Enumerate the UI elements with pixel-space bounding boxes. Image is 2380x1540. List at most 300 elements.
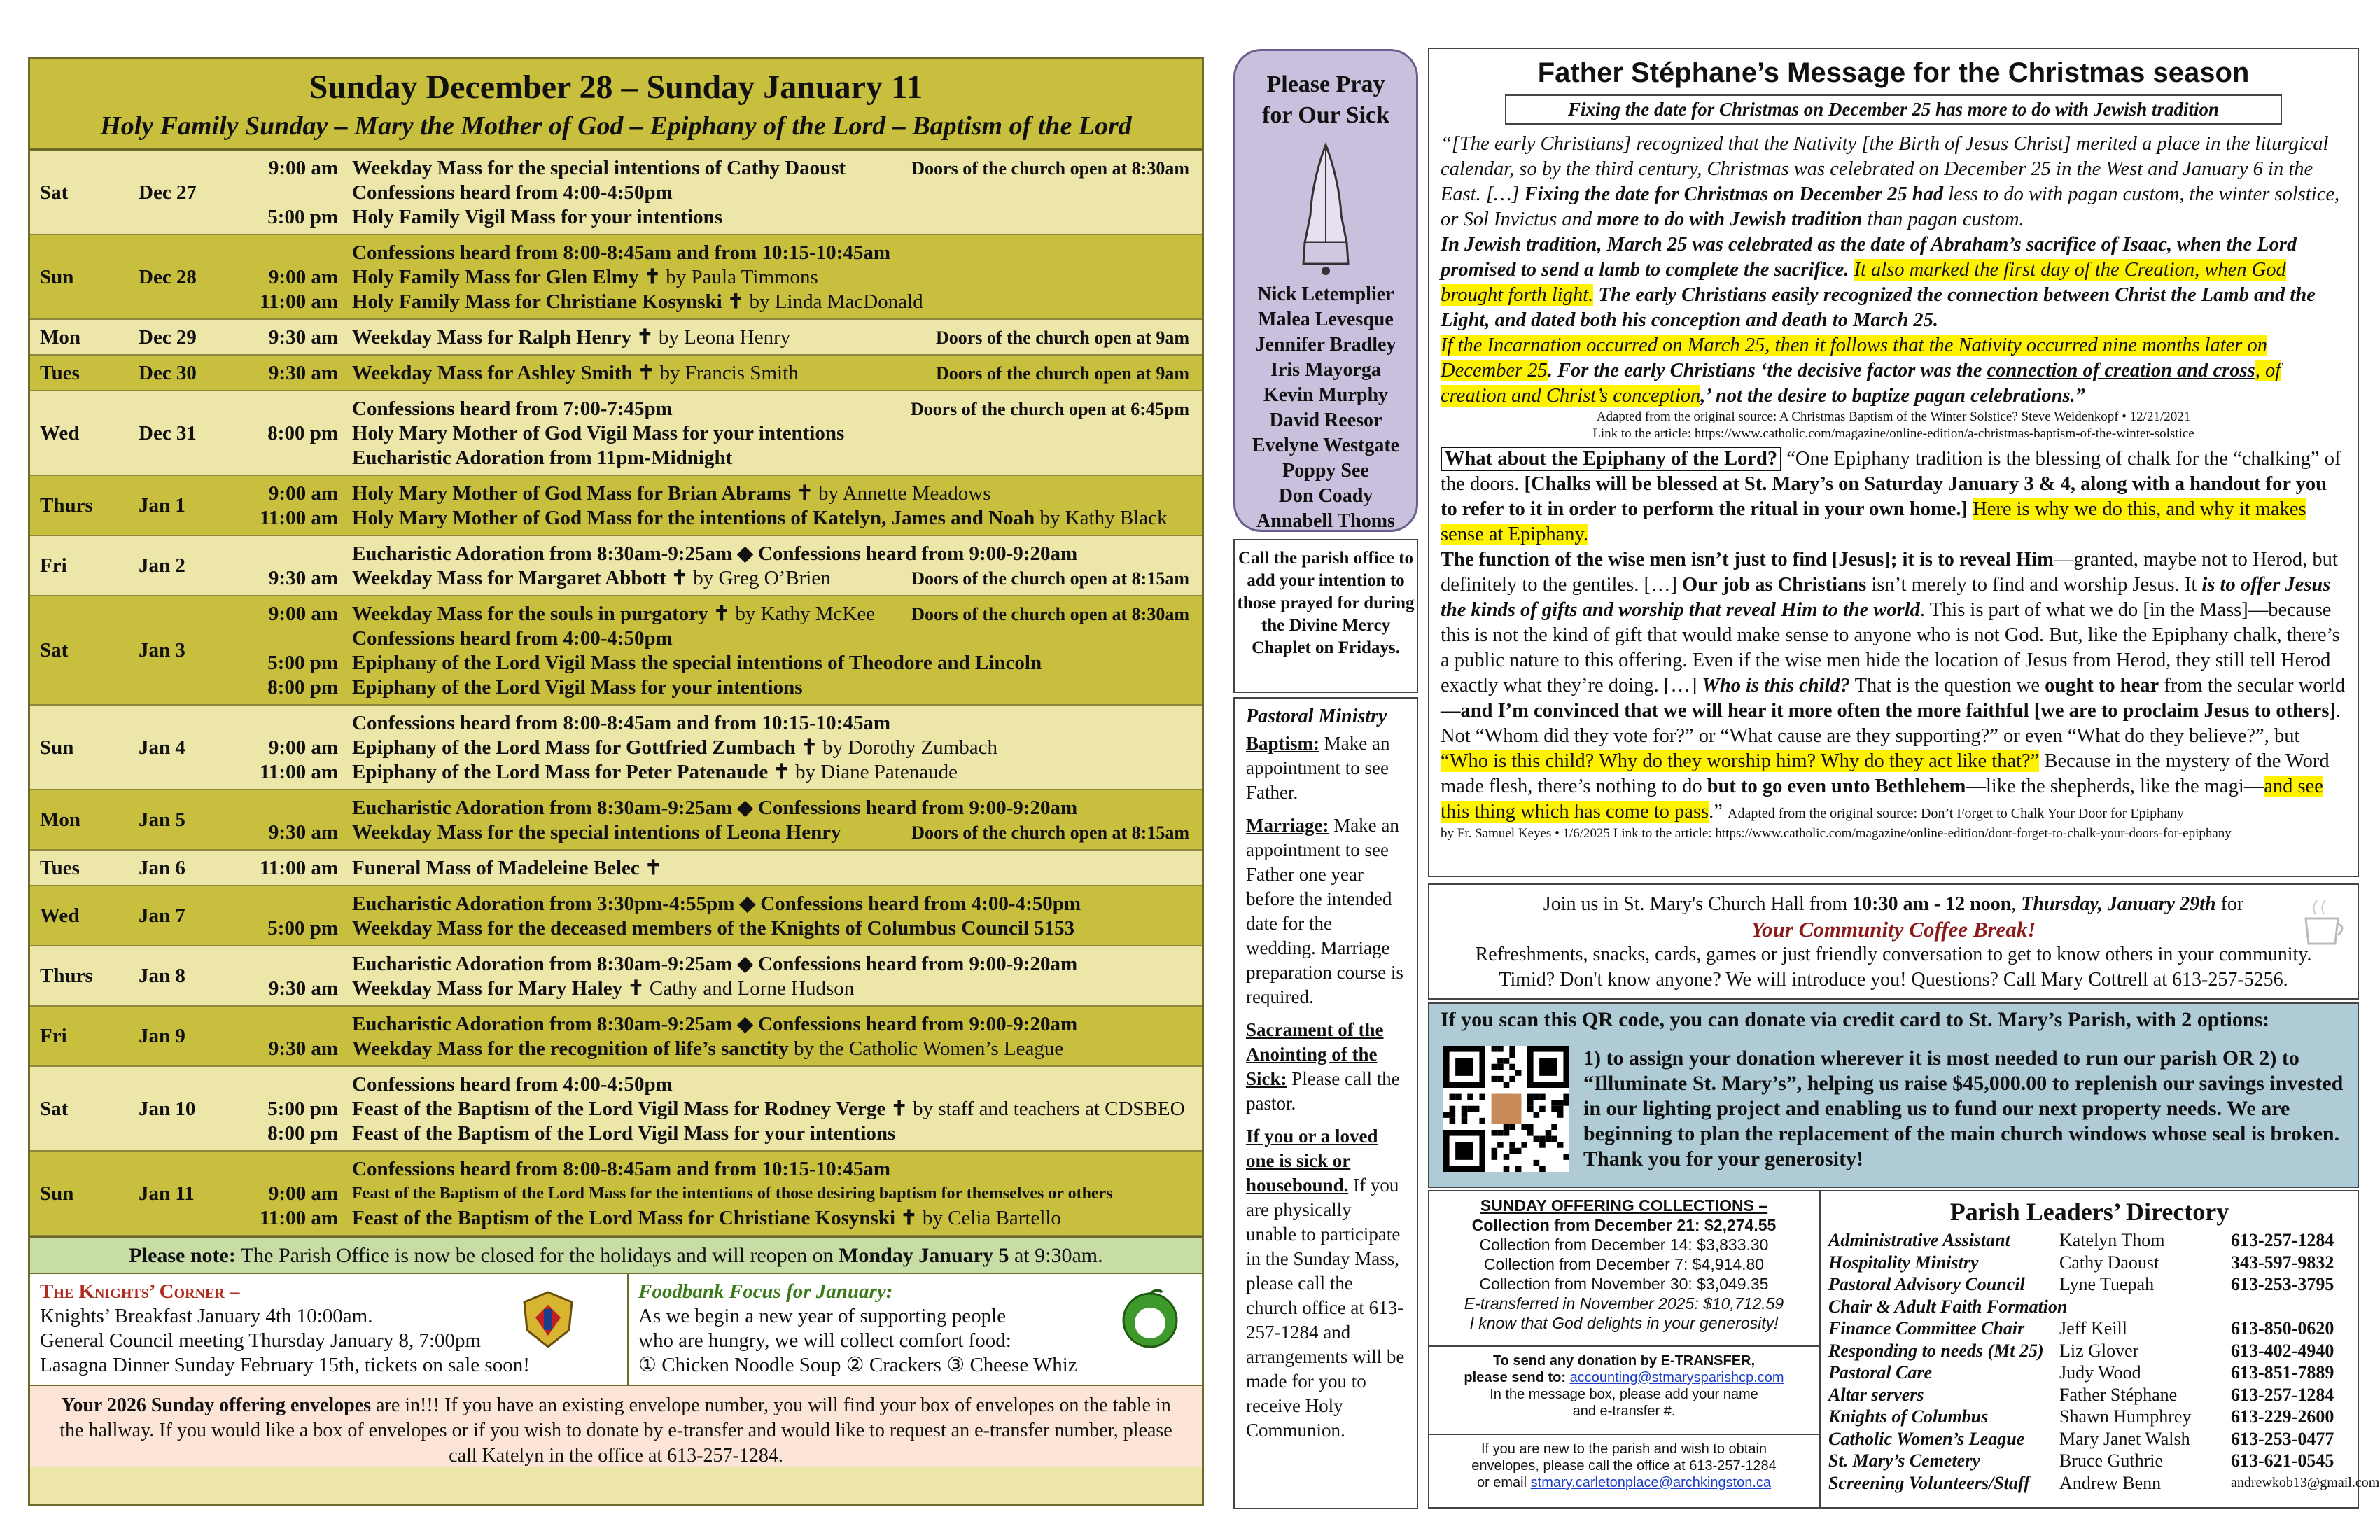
directory-phone: 613-257-1284 [2231, 1230, 2334, 1250]
mass-description [352, 1206, 1061, 1231]
schedule-line [30, 676, 1202, 700]
mass-intention: Weekday Mass for Mary Haley ✝ [352, 977, 645, 1000]
fathers-message [1428, 48, 2359, 877]
schedule-line [30, 820, 1202, 845]
directory-phone: 613-257-1284 [2231, 1384, 2334, 1405]
apple-icon [1119, 1287, 1182, 1350]
sick-name: Poppy See [1282, 460, 1369, 482]
directory-role: St. Mary’s Cemetery [1828, 1450, 1980, 1471]
doors-open-note: Doors of the church open at 9am [935, 328, 1189, 348]
schedule-row [30, 946, 1202, 1007]
mass-requester: by the Catholic Women’s League [793, 1037, 1064, 1060]
message-subtitle: Fixing the date for Christmas on December 25 has more to do with Jewish tradition [1505, 94, 2282, 125]
schedule-line [30, 241, 1202, 265]
mass-description [352, 626, 673, 651]
coffee-cup-icon [2299, 895, 2348, 951]
schedule-line [30, 156, 1202, 181]
mass-description [352, 796, 1077, 820]
schedule-line [30, 760, 1202, 785]
row-day: Tues [40, 361, 80, 384]
directory-row [1828, 1273, 2351, 1296]
knights-title: The Knights’ Corner – [40, 1280, 240, 1303]
coffee-line: Refreshments, snacks, cards, games or just friendly conversation to get to know others in your community. [1475, 944, 2312, 965]
mass-description [352, 856, 662, 881]
parish-email-link[interactable]: stmary.carletonplace@archkingston.ca [1530, 1475, 1772, 1490]
divine-mercy-note: Call the parish office to add your intention to those prayed for during the Divine Mercy Chaplet on Fridays. [1233, 539, 1418, 693]
row-day: Thurs [40, 965, 93, 987]
pray-for-sick [1233, 49, 1418, 532]
row-day: Mon [40, 808, 80, 831]
directory-title: Parish Leaders’ Directory [1949, 1198, 2230, 1226]
directory-phone: 613-850-0620 [2231, 1318, 2334, 1338]
mass-intention: Weekday Mass for the special intentions of Leona Henry [352, 821, 841, 844]
directory-role: Screening Volunteers/Staff [1828, 1472, 2030, 1493]
directory-row [1828, 1317, 2351, 1340]
row-day: Wed [40, 904, 80, 927]
row-date: Dec 27 [139, 181, 197, 204]
mass-intention: Epiphany of the Lord Vigil Mass for your intentions [352, 676, 803, 699]
mass-time: 11:00 am [260, 761, 338, 783]
mass-description [352, 892, 1081, 916]
directory-phone: andrewkob13@gmail.com [2231, 1474, 2380, 1490]
mass-time: 9:30 am [268, 977, 338, 1000]
mass-description [352, 916, 1074, 941]
envelopes-notice [30, 1385, 1202, 1467]
row-date: Dec 30 [139, 361, 197, 384]
mass-time: 9:00 am [268, 736, 338, 759]
directory-phone: 613-621-0545 [2231, 1450, 2334, 1471]
row-date: Dec 31 [139, 421, 197, 444]
collection-line: Collection from December 21: $2,274.55 [1471, 1216, 1777, 1234]
mass-time: 9:30 am [268, 821, 338, 844]
envelopes-text: are in!!! If you have an existing envelope number, you will find your box of envelopes on the table in the hallway. If you would like a box of envelopes or if you wish to donate by e-transfer and would like to request an e-transfer number, please call Katelyn in the office at 613-257-1284. [59, 1394, 1172, 1466]
mass-description [352, 361, 799, 386]
qr-body: 1) to assign your donation wherever it is most needed to run our parish OR 2) to “Illuminate St. Mary’s”, helping us raise $45,000.00 to replenish our savings invested in our lighting project and enabling us to fund our next property needs. We are beginning to plan the replacement of the main church windows whose seal is broken. Thank you for your generosity! [1583, 1046, 2344, 1170]
schedule-rows [30, 150, 1202, 1236]
mass-intention: Feast of the Baptism of the Lord Vigil Mass for Rodney Verge ✝ [352, 1098, 908, 1120]
collection-line: E-transferred in November 2025: $10,712.59 [1464, 1294, 1784, 1312]
directory-row [1828, 1406, 2351, 1428]
sick-name: Don Coady [1278, 485, 1373, 507]
mass-intention: Funeral Mass of Madeleine Belec ✝ [352, 857, 662, 879]
mass-intention: Confessions heard from 7:00-7:45pm [352, 398, 673, 420]
row-date: Dec 29 [139, 326, 197, 349]
mass-intention: Confessions heard from 4:00-4:50pm [352, 181, 673, 204]
pastoral-ministry [1233, 697, 1418, 1509]
mass-description [352, 446, 732, 470]
mass-requester: Cathy and Lorne Hudson [649, 977, 855, 1000]
mass-intention: Eucharistic Adoration from 8:30am-9:25am ◆ Confessions heard from 9:00-9:20am [352, 542, 1078, 565]
row-date: Jan 5 [139, 808, 186, 831]
directory-row [1828, 1450, 2351, 1472]
schedule-row [30, 596, 1202, 706]
knights-foodbank-row [30, 1273, 1202, 1385]
row-day: Sun [40, 265, 74, 288]
schedule-line [30, 1182, 1202, 1206]
coffee-title: Your Community Coffee Break! [1751, 917, 2036, 941]
mass-requester: by Annette Meadows [818, 482, 991, 505]
schedule-line [30, 1097, 1202, 1121]
mass-intention: Epiphany of the Lord Vigil Mass the special intentions of Theodore and Lincoln [352, 652, 1042, 674]
schedule-line [30, 181, 1202, 205]
directory-phone: 613-402-4940 [2231, 1340, 2334, 1361]
mass-intention: Holy Family Mass for Christiane Kosynski ✝ [352, 290, 745, 313]
mass-description [352, 290, 923, 314]
mass-description [352, 506, 1168, 531]
mass-time: 5:00 pm [267, 1098, 338, 1120]
directory-person: Andrew Benn [2059, 1472, 2162, 1493]
message-paragraph: In Jewish tradition, March 25 was celebrated as the date of Abraham’s sacrifice of Isaac, when the Lord promised to send a lamb to complete the sacrifice. It also marked the first day of the Creation, when God brought forth light. The early Christians easily recognized the connection between Christ the Lamb and the Light, and dated both his conception and death to March 25. [1441, 234, 2316, 331]
mass-intention: Weekday Mass for Margaret Abbott ✝ [352, 567, 688, 589]
doors-open-note: Doors of the church open at 8:30am [911, 604, 1189, 624]
mass-intention: Epiphany of the Lord Mass for Gottfried Zumbach ✝ [352, 736, 818, 759]
schedule-line [30, 326, 1202, 350]
row-date: Jan 11 [139, 1182, 195, 1205]
row-day: Thurs [40, 494, 93, 517]
schedule-row [30, 1007, 1202, 1067]
foodbank-line: As we begin a new year of supporting people [638, 1305, 1007, 1327]
mass-time: 9:30 am [268, 567, 338, 589]
row-day: Fri [40, 554, 67, 577]
mass-description [352, 156, 846, 181]
mass-intention: Weekday Mass for the souls in purgatory ✝ [352, 603, 731, 625]
directory-person: Lyne Tuepah [2059, 1274, 2155, 1294]
directory-person: Katelyn Thom [2059, 1230, 2165, 1250]
sick-name: Evelyne Westgate [1252, 435, 1400, 456]
schedule-row [30, 356, 1202, 391]
sick-name: Malea Levesque [1258, 309, 1394, 330]
directory-role: Administrative Assistant [1828, 1230, 2010, 1250]
directory-row [1828, 1340, 2351, 1362]
message-paragraph: What about the Epiphany of the Lord? “One Epiphany tradition is the blessing of chalk for the “chalking” of the doors. [Chalks will be blessed at St. Mary’s on Saturday January 3 & 4, along with a handout for you to refer to it in order to perform the ritual in your own home.] Here is why we do this, and why it makes sense at Epiphany. [1441, 448, 2342, 545]
mass-description [352, 1012, 1077, 1037]
mass-description [352, 542, 1077, 566]
mass-requester: by Celia Bartello [922, 1207, 1061, 1229]
directory-person: Mary Janet Walsh [2059, 1428, 2190, 1449]
schedule-line [30, 566, 1202, 591]
mass-description [352, 651, 1042, 676]
mass-intention: Epiphany of the Lord Mass for Peter Patenaude ✝ [352, 761, 790, 783]
mass-description [352, 711, 890, 736]
schedule-line [30, 916, 1202, 941]
generosity-line: I know that God delights in your generosity! [1469, 1314, 1779, 1332]
mass-intention: Holy Family Mass for Glen Elmy ✝ [352, 266, 662, 288]
row-day: Sun [40, 736, 74, 759]
schedule-subtitle: Holy Family Sunday – Mary the Mother of God – Epiphany of the Lord – Baptism of the Lord [100, 111, 1132, 141]
mass-requester: by Leona Henry [658, 326, 791, 349]
mass-requester: by Paula Timmons [666, 266, 818, 288]
mass-intention: Feast of the Baptism of the Lord Mass for Christiane Kosynski ✝ [352, 1207, 918, 1229]
mass-intention: Confessions heard from 8:00-8:45am and from 10:15-10:45am [352, 1158, 890, 1180]
etransfer-info: To send any donation by E-TRANSFER, please send to: accounting@stmarysparishcp.com In the message box, please add your name and e-transfer #. [1429, 1347, 1819, 1435]
row-day: Tues [40, 856, 80, 879]
row-date: Jan 1 [139, 494, 186, 517]
message-paragraph: The function of the wise men isn’t just to find [Jesus]; it is to reveal Him—granted, maybe not to Herod, but definitely to the gentiles. […] Our job as Christians isn’t merely to find and worship Jesus. It is to offer Jesus the kinds of gifts and worship that reveal Him to the world. This is part of what we do [in the Mass]—because this is not the kind of gift that would make sense to anyone who is not God. But, like the Epiphany chalk, there’s a public nature to this offering. Even if the wise men hide the location of Jesus from Herod, they still tell Herod exactly what they’re doing. […] Who is this child? That is the question we ought to hear from the secular world —and I’m convinced that we will hear it more often the more faithful [we are to proclaim Jesus to others]. Not “Whom did they vote for?” or “What cause are they supporting?” or even “What do they believe?”, but “Who is this child? Why do they worship him? Why do they act like that?” Because in the mystery of the Word made flesh, there’s nothing to do but to go even unto Bethlehem—like the shepherds, like the magi—and see this thing which has come to pass.” Adapted from the original source: Don’t Forget to Chalk Your Door for Epiphany [1441, 549, 2346, 822]
sick-list [1236, 282, 1416, 534]
note-end: at 9:30am. [1014, 1244, 1103, 1267]
mass-time: 9:30 am [268, 362, 338, 384]
schedule-line [30, 736, 1202, 760]
mass-intention: Weekday Mass for the deceased members of the Knights of Columbus Council 5153 [352, 917, 1075, 939]
schedule-line [30, 892, 1202, 916]
row-date: Jan 3 [139, 639, 186, 662]
mass-description [352, 820, 841, 845]
directory-person: Father Stéphane [2059, 1384, 2178, 1405]
sick-title: Please Pray [1266, 71, 1385, 97]
mass-requester: by Greg O’Brien [693, 567, 831, 589]
row-date: Dec 28 [139, 265, 197, 288]
sick-name: Annabell Thoms [1256, 510, 1395, 532]
directory-rows [1828, 1229, 2380, 1494]
directory-person: Liz Glover [2059, 1340, 2139, 1361]
offering-totals [1429, 1191, 1819, 1347]
schedule-line [30, 1012, 1202, 1037]
schedule-line [30, 397, 1202, 421]
row-date: Jan 10 [139, 1097, 196, 1120]
mass-requester: by Francis Smith [659, 362, 799, 384]
schedule-row [30, 150, 1202, 235]
anointing-text: Please call the pastor. [1246, 1068, 1400, 1114]
mass-description [352, 482, 990, 506]
qr-donation [1428, 1002, 2359, 1188]
row-day: Fri [40, 1025, 67, 1047]
directory-row [1828, 1384, 2351, 1406]
new-line: If you are new to the parish and wish to obtain [1480, 1441, 1768, 1457]
doors-open-note: Doors of the church open at 8:15am [911, 568, 1189, 589]
mass-description [352, 976, 854, 1001]
mass-description [352, 602, 875, 626]
schedule-title: Sunday December 28 – Sunday January 11 [309, 69, 923, 106]
loved-one-heading: If you or a loved one is sick or housebound. [1246, 1126, 1378, 1196]
schedule-line [30, 542, 1202, 566]
schedule-line [30, 976, 1202, 1001]
sick-name: David Reesor [1269, 410, 1382, 431]
schedule-line [30, 952, 1202, 976]
schedule-line [30, 796, 1202, 820]
mass-time: 9:30 am [268, 1037, 338, 1060]
office-note [30, 1236, 1202, 1273]
directory-role: Pastoral Advisory Council [1828, 1274, 2025, 1294]
mass-description [352, 421, 844, 446]
foodbank-line: ① Chicken Noodle Soup ② Crackers ③ Cheese Whiz [638, 1354, 1077, 1376]
mass-requester: by Diane Patenaude [795, 761, 958, 783]
mass-intention: Feast of the Baptism of the Lord Mass for the intentions of those desiring baptism for themselves or others [352, 1184, 1113, 1203]
foodbank-focus [629, 1274, 1202, 1385]
directory-role: Hospitality Ministry [1828, 1252, 1979, 1273]
mass-time: 9:30 am [268, 326, 338, 349]
mass-time: 9:00 am [268, 1182, 338, 1205]
mass-intention: Weekday Mass for the recognition of life’s sanctity [352, 1037, 789, 1060]
row-day: Wed [40, 421, 80, 444]
schedule-line [30, 421, 1202, 446]
sick-name: Kevin Murphy [1263, 384, 1389, 406]
knights-emblem-icon [520, 1289, 576, 1350]
mass-description [352, 205, 722, 230]
row-date: Jan 4 [139, 736, 186, 759]
mass-intention: Eucharistic Adoration from 11pm-Midnight [352, 447, 733, 469]
praying-hands-icon [1284, 138, 1368, 278]
loved-one-text: If you are physically unable to participate in the Sunday Mass, please call the church office at 613-257-1284 and arrangements will be made for you to receive Holy Communion. [1246, 1175, 1405, 1441]
mass-intention: Confessions heard from 8:00-8:45am and from 10:15-10:45am [352, 712, 890, 734]
knights-line: General Council meeting Thursday January 8, 7:00pm [40, 1329, 482, 1352]
note-label: Please note: [129, 1244, 236, 1267]
schedule-row [30, 320, 1202, 356]
message-title: Father Stéphane’s Message for the Christmas season [1537, 57, 2250, 88]
foodbank-title: Foodbank Focus for January: [638, 1280, 893, 1303]
directory-role: Responding to needs (Mt 25) [1828, 1340, 2044, 1361]
mass-time: 11:00 am [260, 290, 338, 313]
row-day: Sun [40, 1182, 74, 1205]
mass-description [352, 566, 831, 591]
row-date: Jan 6 [139, 856, 186, 879]
mass-intention: Weekday Mass for the special intentions of Cathy Daoust [352, 157, 846, 179]
directory-phone: 613-229-2600 [2231, 1406, 2334, 1427]
knights-line: Lasagna Dinner Sunday February 15th, tickets on sale soon! [40, 1354, 530, 1376]
directory-row [1828, 1428, 2351, 1450]
mass-description [352, 1182, 1113, 1206]
mass-time: 9:00 am [268, 603, 338, 625]
mass-intention: Weekday Mass for Ashley Smith ✝ [352, 362, 655, 384]
collection-line: Collection from December 14: $3,833.30 [1479, 1236, 1769, 1254]
sick-name: Jennifer Bradley [1255, 334, 1396, 356]
schedule-line [30, 1037, 1202, 1061]
note-date: Monday January 5 [839, 1244, 1009, 1267]
row-date: Jan 8 [139, 965, 186, 987]
schedule-row [30, 886, 1202, 946]
schedule-line [30, 602, 1202, 626]
mass-intention: Holy Mary Mother of God Mass for Brian Abrams ✝ [352, 482, 813, 505]
directory-row [1828, 1229, 2351, 1252]
marriage-heading: Marriage: [1246, 815, 1329, 836]
mass-intention: Confessions heard from 4:00-4:50pm [352, 1073, 673, 1096]
schedule-line [30, 711, 1202, 736]
message-paragraph: “[The early Christians] recognized that the Nativity [the Birth of Jesus Christ] merited a place in the liturgical calendar, so by the third century, Christmas was celebrated on December 25 in the West and January 6 in the East. […] Fixing the date for Christmas on December 25 had less to do with pagan custom, the winter solstice, or Sol Invictus and more to do with Jewish tradition than pagan custom. [1441, 133, 2340, 230]
directory-role: Finance Committee Chair [1828, 1318, 2025, 1338]
qr-code-icon[interactable] [1443, 1046, 1569, 1172]
mass-intention: Holy Mary Mother of God Mass for the intentions of Katelyn, James and Noah [352, 507, 1035, 529]
schedule-header [30, 59, 1202, 150]
schedule-line [30, 290, 1202, 314]
directory-role: Altar servers [1828, 1384, 1924, 1405]
schedule-line [30, 446, 1202, 470]
mass-time: 9:00 am [268, 157, 338, 179]
doors-open-note: Doors of the church open at 8:30am [911, 158, 1189, 178]
row-date: Jan 7 [139, 904, 186, 927]
row-day: Mon [40, 326, 80, 349]
directory-person: Jeff Keill [2059, 1318, 2127, 1338]
schedule-row [30, 391, 1202, 476]
doors-open-note: Doors of the church open at 8:15am [911, 822, 1189, 843]
doors-open-note: Doors of the church open at 9am [935, 363, 1189, 384]
schedule-line [30, 1072, 1202, 1097]
mass-description [352, 1072, 673, 1097]
directory-row [1828, 1472, 2380, 1494]
note-text: The Parish Office is now be closed for the holidays and will reopen on [240, 1244, 834, 1267]
mass-description [352, 952, 1077, 976]
foodbank-line: who are hungry, we will collect comfort food: [638, 1329, 1011, 1352]
etransfer-line: In the message box, please add your name [1490, 1387, 1758, 1402]
directory-role: Knights of Columbus [1828, 1406, 1989, 1427]
mass-time: 9:00 am [268, 266, 338, 288]
mass-time: 8:00 pm [267, 1122, 338, 1144]
schedule-line [30, 482, 1202, 506]
schedule-row [30, 850, 1202, 886]
schedule-row [30, 706, 1202, 790]
doors-open-note: Doors of the church open at 6:45pm [910, 399, 1189, 419]
row-day: Sat [40, 639, 69, 662]
citation-link: by Fr. Samuel Keyes • 1/6/2025 Link to the article: https://www.catholic.com/magazine/online-edition/dont-forget-to-chalk-your-doors-for-epiphany [1441, 826, 2232, 841]
schedule-row [30, 790, 1202, 850]
directory-person: Shawn Humphrey [2059, 1406, 2192, 1427]
schedule-line [30, 265, 1202, 290]
etransfer-line: and e-transfer #. [1572, 1404, 1676, 1419]
mass-description [352, 736, 997, 760]
directory-phone: 343-597-9832 [2231, 1252, 2334, 1273]
sick-name: Nick Letemplier [1257, 284, 1394, 305]
etransfer-email-link[interactable]: accounting@stmarysparishcp.com [1569, 1370, 1784, 1385]
qr-title: If you scan this QR code, you can donate via credit card to St. Mary’s Parish, with 2 options: [1441, 1008, 2270, 1031]
schedule-line [30, 506, 1202, 531]
knights-line: Knights’ Breakfast January 4th 10:00am. [40, 1305, 373, 1327]
message-paragraph: If the Incarnation occurred on March 25, then it follows that the Nativity occurred nine months later on December 25. For the early Christians ‘the decisive factor was the connection of creation and cross, of creation and Christ’s conception,’ not the desire to baptize pagan celebrations.” [1441, 335, 2281, 407]
mass-time: 11:00 am [260, 857, 338, 879]
sick-name: Iris Mayorga [1270, 359, 1381, 381]
schedule-line [30, 361, 1202, 386]
directory-row [1828, 1252, 2351, 1274]
mass-intention: Eucharistic Adoration from 8:30am-9:25am ◆ Confessions heard from 9:00-9:20am [352, 797, 1078, 819]
mass-time: 11:00 am [260, 507, 338, 529]
mass-description [352, 1121, 895, 1146]
mass-time: 5:00 pm [267, 652, 338, 674]
mass-intention: Eucharistic Adoration from 8:30am-9:25am ◆ Confessions heard from 9:00-9:20am [352, 1013, 1078, 1035]
row-date: Jan 2 [139, 554, 186, 577]
mass-intention: Eucharistic Adoration from 3:30pm-4:55pm ◆ Confessions heard from 4:00-4:50pm [352, 892, 1082, 915]
mass-requester: by Kathy McKee [735, 603, 876, 625]
directory-phone: 613-253-0477 [2231, 1428, 2334, 1449]
directory-person: Bruce Guthrie [2059, 1450, 2164, 1471]
mass-description [352, 1157, 890, 1182]
directory-role: Pastoral Care [1828, 1362, 1933, 1382]
row-day: Sat [40, 1097, 69, 1120]
directory-row [1828, 1362, 2351, 1384]
mass-time: 5:00 pm [267, 206, 338, 228]
mass-schedule [28, 57, 1204, 1506]
etransfer-line: To send any donation by E-TRANSFER, [1492, 1353, 1756, 1368]
mass-intention: Confessions heard from 8:00-8:45am and from 10:15-10:45am [352, 241, 890, 264]
schedule-row [30, 476, 1202, 536]
mass-description [352, 326, 790, 350]
anointing-heading: Sacrament of the Anointing of the Sick: [1246, 1019, 1384, 1089]
row-day: Sat [40, 181, 69, 204]
knights-corner [30, 1274, 629, 1385]
mass-description [352, 1097, 1185, 1121]
mass-intention: Eucharistic Adoration from 8:30am-9:25am ◆ Confessions heard from 9:00-9:20am [352, 953, 1078, 975]
offering-title: SUNDAY OFFERING COLLECTIONS – [1480, 1196, 1768, 1214]
mass-description [352, 181, 673, 205]
new-line: envelopes, please call the office at 613-257-1284 [1471, 1458, 1777, 1474]
directory-role: Chair & Adult Faith Formation [1828, 1296, 2068, 1317]
schedule-line [30, 651, 1202, 676]
mass-requester: by Dorothy Zumbach [822, 736, 997, 759]
mass-description [352, 1037, 1063, 1061]
directory-phone: 613-253-3795 [2231, 1274, 2334, 1294]
mass-description [352, 676, 802, 700]
schedule-line [30, 205, 1202, 230]
mass-intention: Holy Family Vigil Mass for your intentions [352, 206, 723, 228]
pastoral-title: Pastoral Ministry [1246, 706, 1387, 727]
schedule-row [30, 1067, 1202, 1152]
schedule-line [30, 1121, 1202, 1146]
